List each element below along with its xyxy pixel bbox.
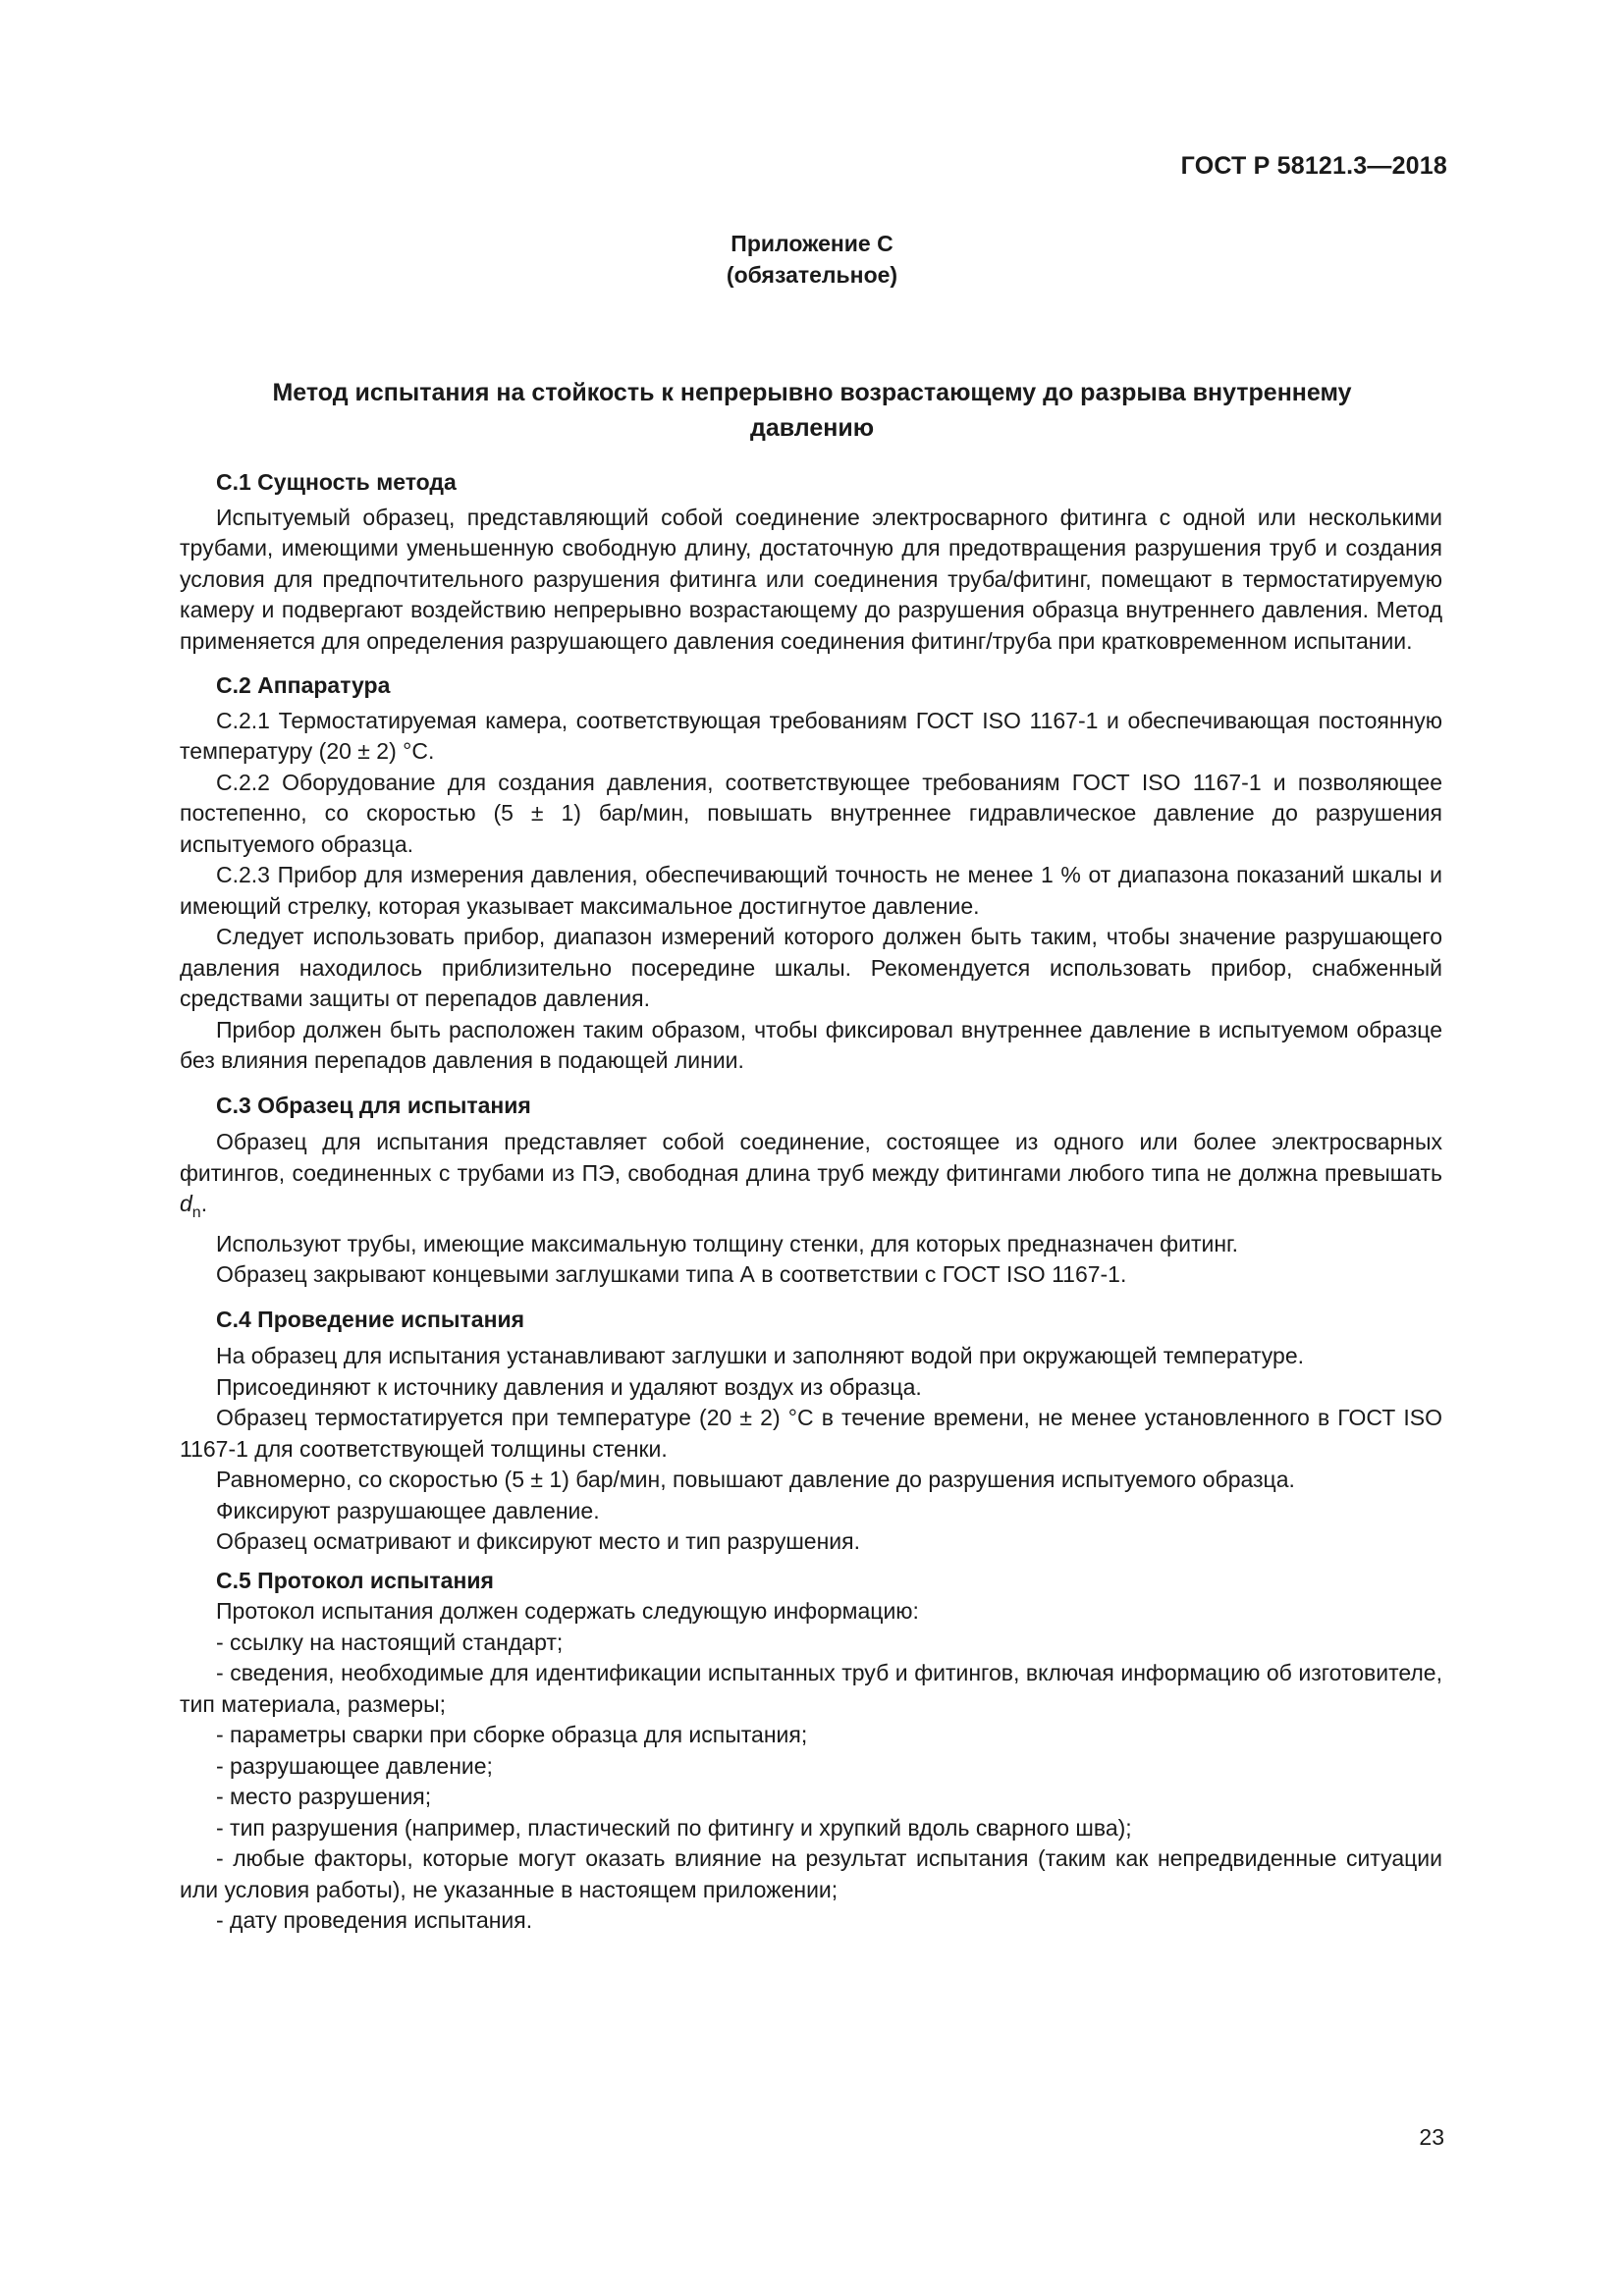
- section-c2-1: С.2.1 Термостатируемая камера, соответствующая требованиям ГОСТ ISO 1167-1 и обеспечивающая постоянную температуру (20 ± 2) °С.: [180, 707, 1442, 764]
- section-c3-heading: С.3 Образец для испытания: [216, 1092, 531, 1118]
- list-item: - место разрушения;: [216, 1784, 432, 1809]
- list-item: - параметры сварки при сборке образца для испытания;: [216, 1722, 808, 1747]
- appendix-heading: [0, 228, 1624, 291]
- appendix-label: Приложение С: [731, 231, 893, 256]
- nominal-diameter-subscript: n: [191, 1204, 201, 1221]
- list-item: - разрушающее давление;: [216, 1752, 493, 1779]
- section-c2-2: С.2.2 Оборудование для создания давления, соответствующее требованиям ГОСТ ISO 1167-1 и позволяющее постепенно, со скоростью (5 ± 1) бар/мин, повышать внутреннее гидравлическое давление до разрушения испытуемого образца.: [180, 769, 1442, 857]
- list-item: - тип разрушения (например, пластический по фитингу и хрупкий вдоль сварного шва);: [216, 1814, 1132, 1841]
- section-c4-paragraph-5: Фиксируют разрушающее давление.: [216, 1497, 600, 1523]
- section-c4-paragraph-4: Равномерно, со скоростью (5 ± 1) бар/мин, повышают давление до разрушения испытуемого образца.: [216, 1467, 1295, 1492]
- appendix-status: (обязательное): [726, 262, 898, 288]
- title-line-2: давлению: [749, 414, 875, 442]
- section-c3-text-end: .: [200, 1191, 208, 1216]
- section-c4-paragraph-1: На образец для испытания устанавливают заглушки и заполняют водой при окружающей температуре.: [216, 1343, 1304, 1368]
- section-c3-paragraph-2: Используют трубы, имеющие максимальную толщину стенки, для которых предназначен фитинг.: [216, 1230, 1239, 1256]
- list-item: - любые факторы, которые могут оказать влияние на результат испытания (таким как непредвиденные ситуации или условия работы), не указанные в настоящем приложении;: [180, 1845, 1442, 1902]
- section-c4-paragraph-3: Образец термостатируется при температуре (20 ± 2) °С в течение времени, не менее установленного в ГОСТ ISO 1167-1 для соответствующей толщины стенки.: [180, 1405, 1442, 1462]
- section-c3-paragraph-1: [180, 1127, 1442, 1229]
- standard-code: ГОСТ Р 58121.3—2018: [1180, 152, 1447, 180]
- section-c2-note-2: Прибор должен быть расположен таким образом, чтобы фиксировал внутреннее давление в испытуемом образце без влияния перепадов давления в подающей линии.: [180, 1016, 1442, 1073]
- document-title: [167, 375, 1457, 446]
- section-c5-heading: С.5 Протокол испытания: [216, 1567, 494, 1593]
- section-c1-paragraph: Испытуемый образец, представляющий собой соединение электросварного фитинга с одной или несколькими трубами, имеющими уменьшенную свободную длину, достаточную для предотвращения разрушения труб и создания условия для предпочтительного разрушения фитинга или соединения труба/фитинг, помещают в термостатируемую камеру и подвергают воздействию непрерывно возрастающему до разрушения образца внутреннего давления. Метод применяется для определения разрушающего давления соединения фитинг/труба при кратковременном испытании.: [180, 504, 1442, 654]
- section-c4-heading: С.4 Проведение испытания: [216, 1306, 525, 1332]
- section-c4-paragraph-6: Образец осматривают и фиксируют место и тип разрушения.: [216, 1528, 860, 1554]
- section-c2-heading: С.2 Аппаратура: [216, 672, 391, 698]
- document-body: [180, 467, 1442, 1937]
- section-c3-text: Образец для испытания представляет собой соединение, состоящее из одного или более электросварных фитингов, соединенных с трубами из ПЭ, свободная длина труб между фитингами любого типа не должна превышать: [180, 1129, 1442, 1186]
- section-c2-note-1: Следует использовать прибор, диапазон измерений которого должен быть таким, чтобы значение разрушающего давления находилось приблизительно посередине шкалы. Рекомендуется использовать прибор, снабженный средствами защиты от перепадов давления.: [180, 924, 1442, 1011]
- section-c3-paragraph-3: Образец закрывают концевыми заглушками типа А в соответствии с ГОСТ ISO 1167-1.: [216, 1261, 1127, 1287]
- page-number: 23: [1419, 2124, 1444, 2150]
- section-c2-3: С.2.3 Прибор для измерения давления, обеспечивающий точность не менее 1 % от диапазона показаний шкалы и имеющий стрелку, которая указывает максимальное достигнутое давление.: [180, 862, 1442, 919]
- section-c4-paragraph-2: Присоединяют к источнику давления и удаляют воздух из образца.: [216, 1373, 922, 1400]
- section-c5-intro: Протокол испытания должен содержать следующую информацию:: [216, 1598, 919, 1624]
- list-item: - сведения, необходимые для идентификации испытанных труб и фитингов, включая информацию об изготовителе, тип материала, размеры;: [180, 1660, 1442, 1717]
- list-item: - ссылку на настоящий стандарт;: [216, 1629, 564, 1655]
- list-item: - дату проведения испытания.: [216, 1907, 533, 1933]
- section-c1-heading: С.1 Сущность метода: [216, 469, 457, 495]
- title-line-1: Метод испытания на стойкость к непрерывно возрастающему до разрыва внутреннему: [272, 379, 1352, 406]
- nominal-diameter-symbol: d: [180, 1191, 192, 1216]
